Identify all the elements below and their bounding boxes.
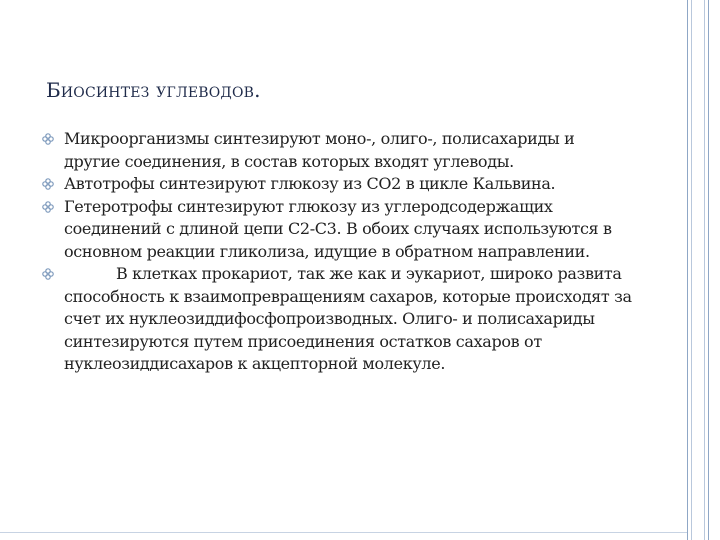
bullet-text: В клетках прокариот, так же как и эукариот, широко развита способность к взаимопревращениям сахаров, которые происходят за счет их нуклеозиддифосфопроизводных. Олиго- и полисахариды синтезируются путем присоединения остатков сахаров от нуклеозиддисахаров к акцепторной молекуле. xyxy=(64,264,632,373)
bottom-divider xyxy=(0,532,687,533)
bullet-text: Автотрофы синтезируют глюкозу из СО2 в цикле Кальвина. xyxy=(64,174,556,193)
bullet-text: Гетеротрофы синтезируют глюкозу из углеродсодержащих соединений с длиной цепи С2-С3. В обоих случаях используются в основном реакции гликолиза, идущие в обратном направлении. xyxy=(64,196,612,261)
bullet-item xyxy=(42,173,632,196)
bullet-list xyxy=(42,128,632,376)
slide-title: Биосинтез углеводов. xyxy=(46,78,261,102)
bullet-item xyxy=(42,196,632,264)
flower-bullet-icon xyxy=(42,268,54,280)
bullet-item xyxy=(42,263,632,376)
right-border-inner-decoration xyxy=(691,0,705,540)
flower-bullet-icon xyxy=(42,133,54,145)
flower-bullet-icon xyxy=(42,178,54,190)
bullet-text: Микроорганизмы синтезируют моно-, олиго-, полисахариды и другие соединения, в состав которых входят углеводы. xyxy=(64,129,575,171)
flower-bullet-icon xyxy=(42,201,54,213)
bullet-item xyxy=(42,128,632,173)
